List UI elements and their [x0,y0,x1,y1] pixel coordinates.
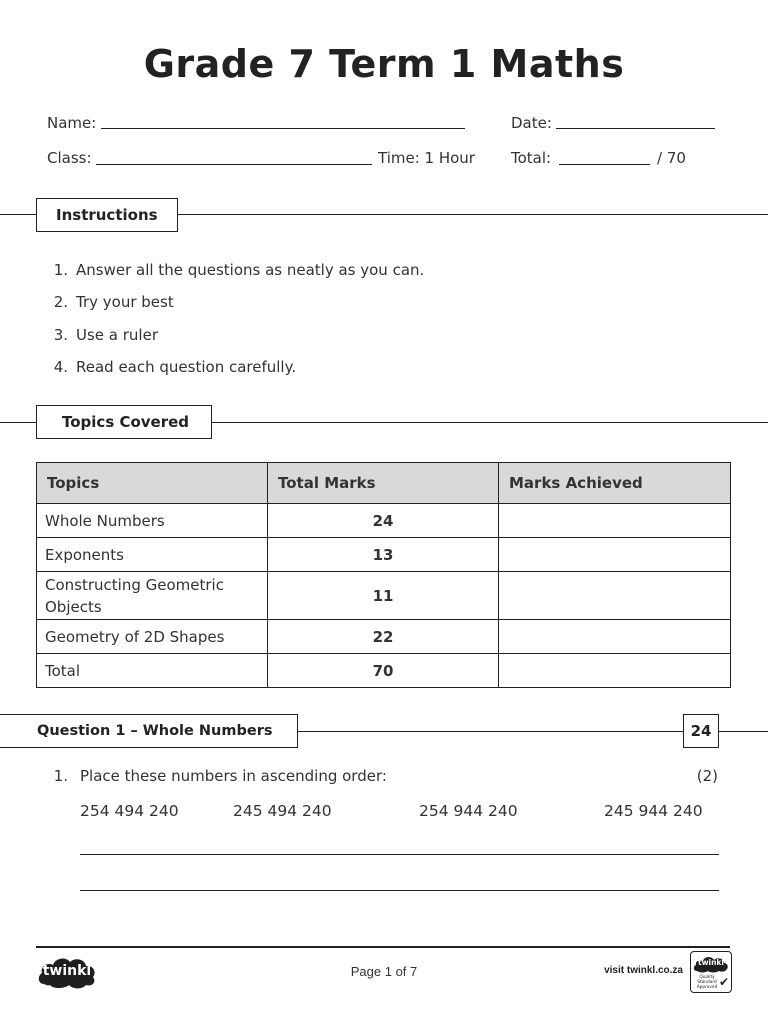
question1-heading [0,714,298,748]
answer-line[interactable] [80,890,719,891]
website-link[interactable]: visit twinkl.co.za [604,965,683,976]
topics-table [36,462,731,688]
date-label: Date: [511,114,552,132]
total-label: Total: [511,149,552,167]
topic-cell: Geometry of 2D Shapes [37,620,268,654]
number-option: 254 494 240 [80,802,179,820]
time-label: Time: 1 Hour [378,149,475,167]
question-text: Place these numbers in ascending order: [80,767,387,785]
number-option: 245 494 240 [233,802,332,820]
table-header-row [37,463,731,504]
topic-cell: Whole Numbers [37,504,268,538]
topic-cell: Exponents [37,538,268,572]
topic-cell: Total [37,654,268,688]
list-item: 1. Answer all the questions as neatly as you can. [53,261,425,279]
topics-heading-text: Topics Covered [62,413,190,431]
column-header: Total Marks [268,463,499,504]
marks-cell: 13 [268,538,499,572]
answer-line[interactable] [80,854,719,855]
instructions-heading [36,198,178,232]
table-row [37,504,731,538]
table-row [37,538,731,572]
table-row [37,654,731,688]
footer-divider [36,946,730,948]
badge-text: Quality Standard Approved [696,975,718,990]
number-option: 245 944 240 [604,802,703,820]
number-option: 254 944 240 [419,802,518,820]
achieved-cell[interactable] [499,654,731,688]
total-field[interactable] [559,164,650,165]
page-number: Page 1 of 7 [350,964,418,979]
list-item: 2. Try your best [53,293,174,312]
total-suffix: / 70 [657,149,686,167]
achieved-cell[interactable] [499,620,731,654]
marks-cell: 22 [268,620,499,654]
instructions-heading-text: Instructions [56,206,158,224]
question1-heading-text: Question 1 – Whole Numbers [37,723,273,739]
checkmark-icon: ✔ [719,975,730,989]
column-header: Topics [37,463,268,504]
date-field[interactable] [556,128,715,129]
list-item: 4. Read each question carefully. [53,357,297,376]
table-row [37,572,731,620]
question1-marks-badge: 24 [683,714,719,748]
column-header: Marks Achieved [499,463,731,504]
instructions-list [42,261,424,390]
marks-cell: 24 [268,504,499,538]
topic-cell: Constructing Geometric Objects [37,572,268,620]
page-title: Grade 7 Term 1 Maths [143,42,625,86]
achieved-cell[interactable] [499,572,731,620]
question-number: 1. [53,767,68,785]
name-label: Name: [47,114,97,132]
topics-heading [36,405,212,439]
twinkl-logo-text: twinkl [42,963,92,979]
class-field[interactable] [96,164,372,165]
list-item: 3. Use a ruler [53,325,158,344]
question-marks: (2) [696,767,718,785]
marks-cell: 11 [268,572,499,620]
name-field[interactable] [101,128,465,129]
marks-cell: 70 [268,654,499,688]
achieved-cell[interactable] [499,504,731,538]
table-row [37,620,731,654]
class-label: Class: [47,149,92,167]
badge-brand: twinkl [698,958,724,967]
achieved-cell[interactable] [499,538,731,572]
quality-badge [690,951,732,993]
